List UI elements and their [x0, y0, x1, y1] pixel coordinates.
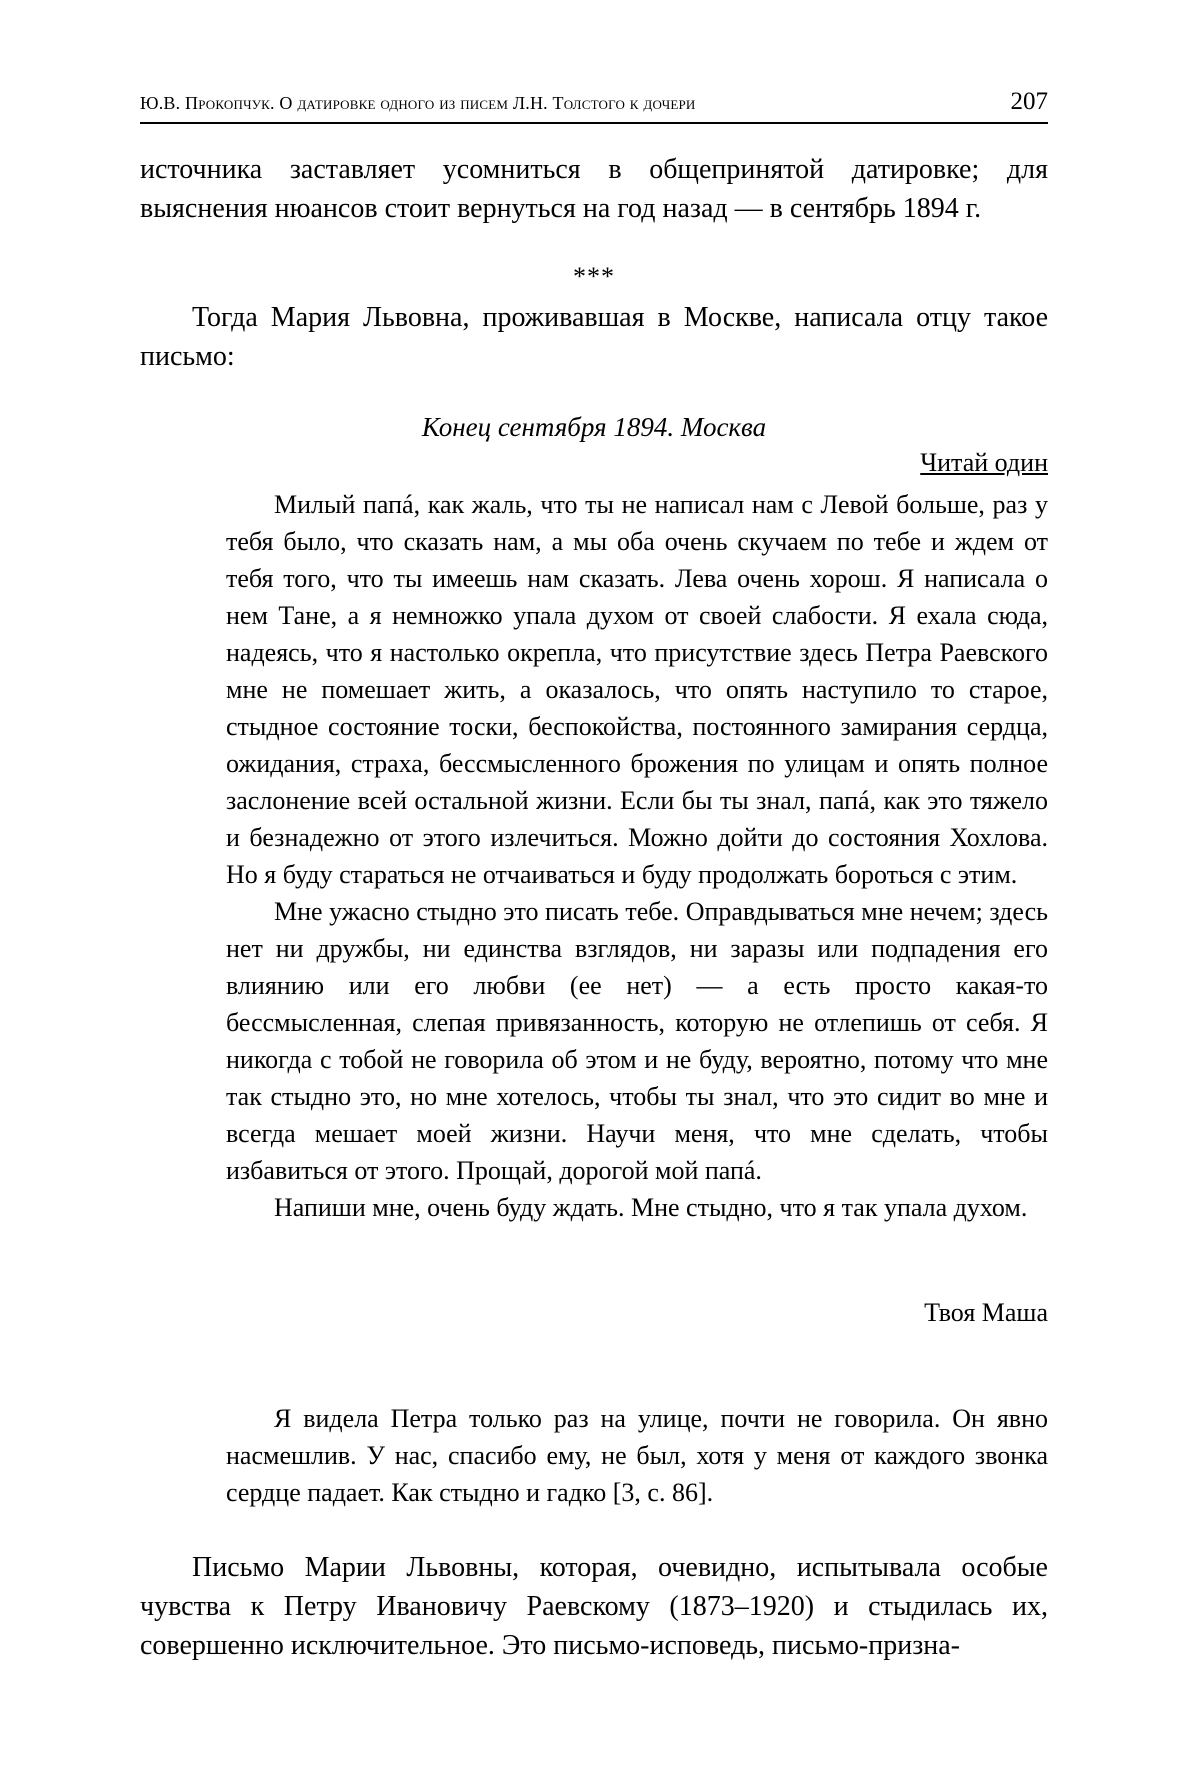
letter-body [226, 486, 1048, 1226]
letter-paragraph-3: Напиши мне, очень буду ждать. Мне стыдно, что я так упала духом. [274, 1193, 1028, 1222]
closing-paragraph: Письмо Марии Львовны, которая, очевидно, испытывала особые чувства к Петру Ивановичу Раевскому (1873–1920) и стыдилась их, совершенно исключительное. Это письмо-исповедь, письмо-призна- [140, 1552, 1048, 1661]
running-header [140, 88, 1048, 124]
lead-paragraph: Тогда Мария Львовна, проживавшая в Москве, написала отцу такое письмо: [140, 302, 1048, 372]
letter-paragraph-1: Милый папá, как жаль, что ты не написал нам с Левой больше, раз у тебя было, что сказать нам, а мы оба очень скучаем по тебе и ждем от тебя того, что ты имеешь нам сказать. Лева очень хорош. Я написала о нем Тане, а я немножко упала духом от своей слабости. Я ехала сюда, надеясь, что я настолько окрепла, что присутствие здесь Петра Раевского мне не помешает жить, а оказалось, что опять наступило то старое, стыдное состояние тоски, беспокойства, постоянного замирания сердца, ожидания, страха, бессмысленного брожения по улицам и опять полное заслонение всей остальной жизни. Если бы ты знал, папá, как это тяжело и безнадежно от этого излечиться. Можно дойти до состояния Хохлова. Но я буду стараться не отчаиваться и буду продолжать бороться с этим. [226, 490, 1048, 889]
running-title: Ю.В. Прокопчук. О датировке одного из писем Л.Н. Толстого к дочери [140, 93, 696, 113]
intro-paragraph: источника заставляет усомниться в общепринятой датировке; для выяснения нюансов стоит вернуться на год назад — в сентябрь 1894 г. [140, 154, 1048, 224]
letter-date-place: Конец сентября 1894. Москва [421, 412, 767, 442]
letter-paragraph-2: Мне ужасно стыдно это писать тебе. Оправдываться мне нечем; здесь нет ни дружбы, ни единства взглядов, ни заразы или подпадения его влиянию или его любви (ее нет) — а есть просто какая-то бессмысленная, слепая привязанность, которую не отлепишь от себя. Я никогда с тобой не говорила об этом и не буду, вероятно, потому что мне так стыдно это, но мне хотелось, чтобы ты знал, что это сидит во мне и всегда мешает моей жизни. Научи меня, что мне сделать, чтобы избавиться от этого. Прощай, дорогой мой папá. [226, 897, 1048, 1185]
page-number: 207 [1010, 88, 1048, 115]
letter-signature: Твоя Маша [924, 1298, 1048, 1327]
letter-note: Читай один [920, 448, 1048, 477]
section-separator: *** [573, 262, 615, 291]
letter-postscript: Я видела Петра только раз на улице, почти не говорила. Он явно насмешлив. У нас, спасибо ему, не был, хотя у меня от каждого звонка сердце падает. Как стыдно и гадко [3, с. 86]. [226, 1404, 1048, 1507]
